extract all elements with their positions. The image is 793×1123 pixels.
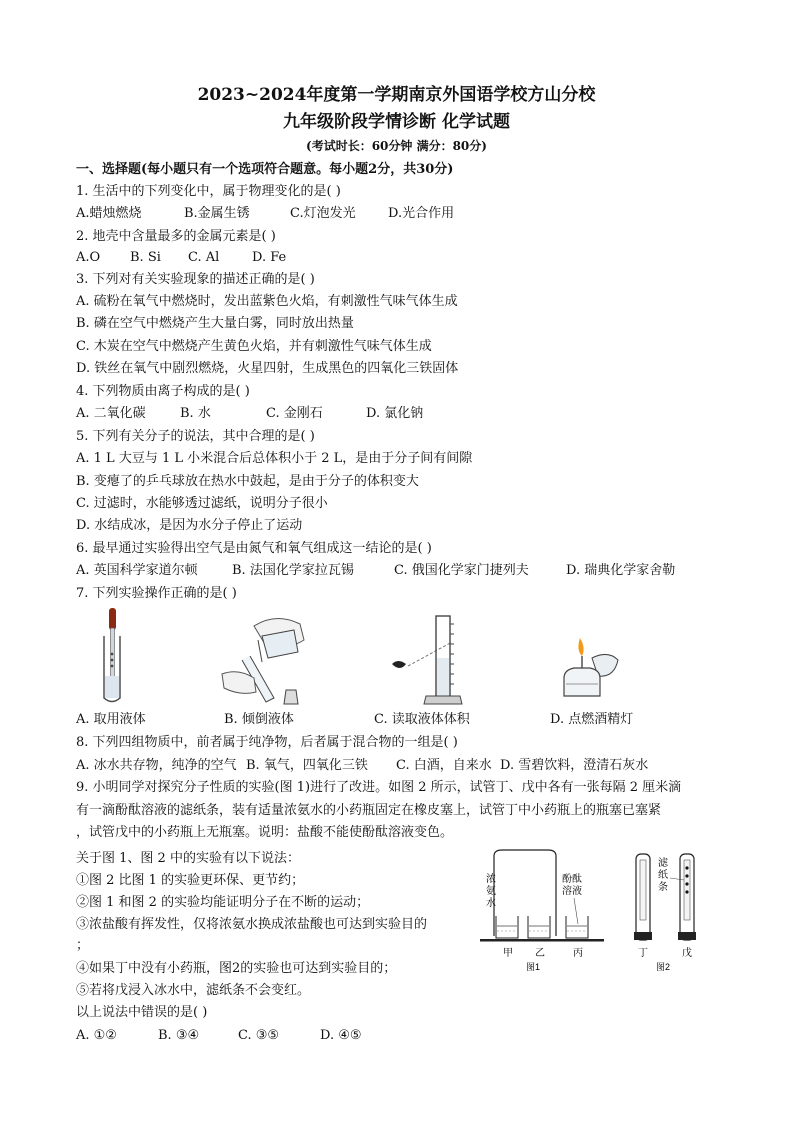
liquid (105, 676, 119, 698)
q9-statement-3-cont: ； (76, 938, 90, 953)
ding-stopper (634, 932, 652, 940)
q3-line-c: C. 木炭在空气中燃烧产生黄色火焰，并有刺激性气味气体生成 (76, 339, 432, 354)
fig1-label-phenol-1: 酚酞 (562, 874, 582, 885)
fig1-label-jia: 甲 (503, 948, 513, 959)
q7-figure-dropper (90, 606, 140, 706)
base-board (480, 939, 604, 942)
q9-statement-1: ①图 2 比图 1 的实验更环保、更节约； (76, 873, 305, 888)
fig1-label-bing: 丙 (573, 948, 583, 959)
q9-line-2: 有一滴酚酞溶液的滤纸条，装有适量浓氨水的小药瓶固定在橡皮塞上，试管丁中小药瓶上的瓶塞已塞紧 (76, 803, 662, 818)
q4-option-b: B. 水 (180, 406, 211, 421)
q2-option-a: A.O (76, 250, 101, 265)
q2-option-d: D. Fe (252, 250, 287, 265)
q9-option-c: C. ③⑤ (238, 1028, 280, 1043)
q3-line-a: A. 硫粉在氧气中燃烧时，发出蓝紫色火焰，有刺激性气味气体生成 (76, 294, 458, 309)
q4-option-d: D. 氯化钠 (366, 406, 424, 421)
q9-option-d: D. ④⑤ (320, 1028, 362, 1043)
q8-option-d: D. 雪碧饮料，澄清石灰水 (500, 758, 649, 773)
q6-option-b: B. 法国化学家拉瓦锡 (232, 563, 354, 578)
q5-line-c: C. 过滤时，水能够透过滤纸，说明分子很小 (76, 496, 328, 511)
beaker-jia (496, 916, 518, 938)
q3-line-b: B. 磷在空气中燃烧产生大量白雾，同时放出热量 (76, 316, 354, 331)
q7-figure-alcohol-lamp (552, 634, 624, 706)
q6-option-c: C. 俄国化学家门捷列夫 (394, 563, 529, 578)
fig2-caption: 图2 (656, 962, 671, 972)
q7-figure-pouring (214, 612, 314, 708)
fig1-label-phenol-2: 溶液 (562, 886, 582, 897)
q9-statement-3: ③浓盐酸有挥发性，仅将浓氨水换成浓盐酸也可达到实验目的 (76, 917, 428, 932)
q1-stem: 1. 生活中的下列变化中，属于物理变化的是( ) (76, 184, 341, 199)
q2-stem: 2. 地壳中含量最多的金属元素是( ) (76, 229, 276, 244)
q7-figure-cylinder (388, 612, 488, 710)
q7-option-b: B. 倾倒液体 (224, 712, 294, 727)
ding-vial (640, 860, 646, 920)
school-title: 2023~2024年度第一学期南京外国语学校方山分校 (197, 85, 596, 105)
q7-option-d: D. 点燃酒精灯 (550, 712, 634, 727)
q2-option-c: C. Al (188, 250, 220, 265)
exam-title: 九年级阶段学情诊断 化学试题 (283, 112, 510, 132)
eye-icon (392, 661, 406, 668)
q9-option-a: A. ①② (76, 1028, 117, 1043)
q9-statement-5: ⑤若将戊浸入冰水中，滤纸条不会变红。 (76, 983, 311, 998)
fig2-label-paper-1: 滤 (658, 858, 668, 869)
q6-option-d: D. 瑞典化学家舍勒 (566, 563, 676, 578)
q6-option-a: A. 英国科学家道尔顿 (76, 563, 198, 578)
bottle-stopper (284, 690, 298, 704)
fig1-label-ammonia-2: 氨 (486, 886, 496, 897)
wu-stopper (678, 932, 696, 940)
q7-option-c: C. 读取液体体积 (374, 712, 470, 727)
cylinder-base (424, 696, 462, 704)
fig1-label-yi: 乙 (535, 948, 545, 959)
q1-option-c: C.灯泡发光 (290, 206, 356, 221)
q5-line-a: A. 1 L 大豆与 1 L 小米混合后总体积小于 2 L，是由于分子间有间隙 (76, 451, 473, 466)
section-title: 一、选择题(每小题只有一个选项符合题意。每小题2分，共30分) (76, 162, 454, 177)
lamp-body (564, 668, 600, 696)
q6-stem: 6. 最早通过实验得出空气是由氮气和氧气组成这一结论的是( ) (76, 541, 432, 556)
dropper-bulb (109, 608, 116, 630)
cylinder-liquid (437, 658, 449, 696)
q1-option-b: B.金属生锈 (184, 206, 250, 221)
q8-option-c: C. 白酒，自来水 (396, 758, 492, 773)
fig2-label-paper-2: 纸 (658, 870, 668, 881)
fig1-label-ammonia-3: 水 (486, 898, 496, 909)
beaker-yi (528, 916, 550, 938)
fig2-label-paper-3: 条 (658, 882, 668, 893)
q4-stem: 4. 下列物质由离子构成的是( ) (76, 384, 250, 399)
q1-option-a: A.蜡烛燃烧 (76, 206, 142, 221)
fig2-label-wu: 戊 (682, 948, 692, 959)
flame-icon (578, 638, 583, 656)
q4-option-a: A. 二氧化碳 (76, 406, 146, 421)
exam-info: (考试时长：60分钟 满分：80分) (306, 139, 487, 153)
q9-line-4: 关于图 1、图 2 中的实验有以下说法： (76, 851, 300, 866)
q4-option-c: C. 金刚石 (266, 406, 323, 421)
q5-line-b: B. 变瘪了的乒乓球放在热水中鼓起，是由于分子的体积变大 (76, 474, 419, 489)
q3-line-d: D. 铁丝在氧气中剧烈燃烧，火星四射，生成黑色的四氧化三铁固体 (76, 361, 459, 376)
q7-stem: 7. 下列实验操作正确的是( ) (76, 586, 237, 601)
q2-option-b: B. Si (130, 250, 161, 265)
q8-option-b: B. 氧气，四氧化三铁 (246, 758, 368, 773)
fig2-label-ding: 丁 (638, 948, 648, 959)
q3-stem: 3. 下列对有关实验现象的描述正确的是( ) (76, 272, 315, 287)
q9-option-b: B. ③④ (158, 1028, 200, 1043)
fig1-caption: 图1 (526, 962, 541, 972)
q9-statement-4: ④如果丁中没有小药瓶，图2的实验也可达到实验目的； (76, 961, 397, 976)
q9-line-1: 9. 小明同学对探究分子性质的实验(图 1)进行了改进。如图 2 所示，试管丁、戊中各有一张每隔 2 厘米滴 (76, 780, 682, 795)
bell-jar (494, 850, 556, 936)
q1-option-d: D.光合作用 (388, 206, 455, 221)
q9-statement-2: ②图 1 和图 2 的实验均能证明分子在不断的运动； (76, 895, 370, 910)
q8-option-a: A. 冰水共存物，纯净的空气 (76, 758, 237, 773)
q5-stem: 5. 下列有关分子的说法，其中合理的是( ) (76, 429, 315, 444)
q9-line-3: ，试管戊中的小药瓶上无瓶塞。说明：盐酸不能使酚酞溶液变色。 (76, 825, 454, 840)
q8-stem: 8. 下列四组物质中，前者属于纯净物，后者属于混合物的一组是( ) (76, 735, 458, 750)
q9-figure-1 (478, 846, 606, 974)
q5-line-d: D. 水结成冰，是因为水分子停止了运动 (76, 518, 303, 533)
q9-figure-2 (628, 846, 712, 974)
q9-question: 以上说法中错误的是( ) (76, 1005, 208, 1020)
q7-option-a: A. 取用液体 (76, 712, 146, 727)
fig1-label-ammonia-1: 浓 (486, 874, 496, 885)
